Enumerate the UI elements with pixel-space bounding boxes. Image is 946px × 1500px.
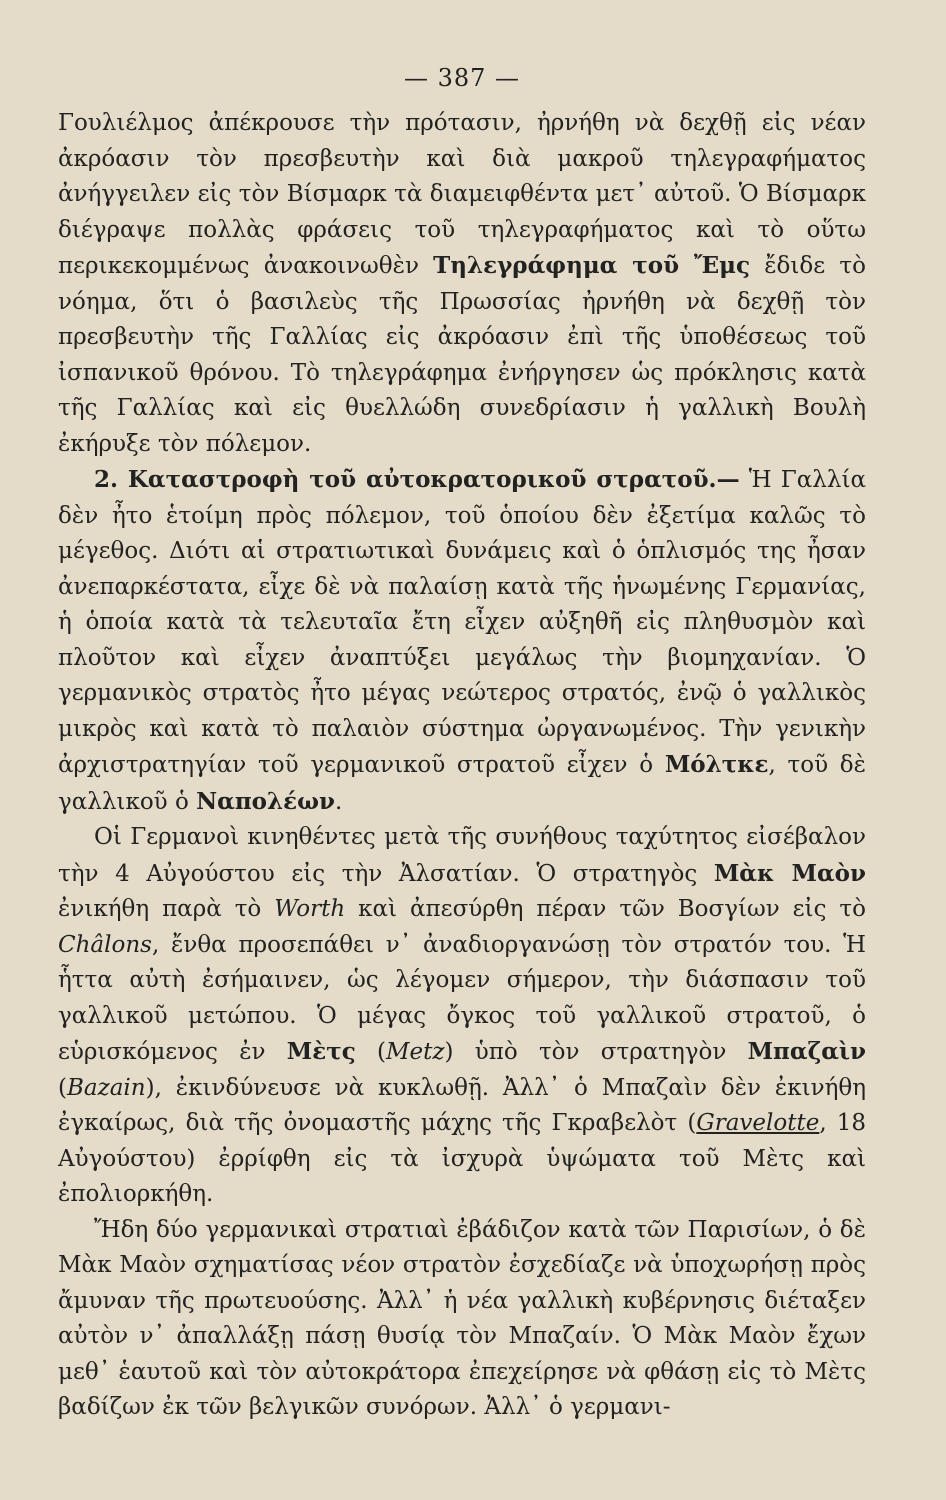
paragraph-3-text-a: Οἱ Γερμανοὶ κινηθέντες μετὰ τῆς συνήθους ταχύτητος εἰσέβαλον τὴν 4 Αὐγούστου εἰς τὴν Ἀλσατίαν. Ὁ στρατηγὸς — [58, 824, 866, 887]
metz-name-latin: Metz — [385, 1039, 445, 1065]
paragraph-3 — [58, 820, 866, 1213]
paragraph-1 — [58, 106, 866, 462]
worth-place: Worth — [274, 896, 346, 922]
paragraph-2-text-a: Ἡ Γαλλία δὲν ἦτο ἑτοίμη πρὸς πόλεμον, τοῦ ὁποίου δὲν ἐξετίμα καλῶς τὸ μέγεθος. Διότι αἱ στρατιωτικαὶ δυνάμεις καὶ ὁ ὁπλισμός της ἦσαν ἀνεπαρκέστατα, εἶχε δὲ νὰ παλαίσῃ κατὰ τῆς ἡνωμένης Γερμανίας, ἡ ὁποία κατὰ τὰ τελευταῖα ἔτη εἶχεν αὐξηθῆ εἰς πληθυσμὸν καὶ πλοῦτον καὶ εἶχεν ἀναπτύξει μεγάλως τὴν βιομηχανίαν. Ὁ γερμανικὸς στρατὸς ἦτο μέγας νεώτερος στρατός, ἐνῷ ὁ γαλλικὸς μικρὸς καὶ κατὰ τὸ παλαιὸν σύστημα ὠργανωμένος. Τὴν γενικὴν ἀρχιστρατηγίαν τοῦ γερμανικοῦ στρατοῦ εἶχεν ὁ — [58, 467, 867, 778]
moltke-name: Μόλτκε — [664, 751, 769, 778]
paragraph-1-text-b: ἔδιδε τὸ νόημα, ὅτι ὁ βασιλεὺς τῆς Πρωσσίας ἠρνήθη νὰ δεχθῇ τὸν πρεσβευτὴν τῆς Γαλλίας εἰς ἀκρόασιν ἐπὶ τῆς ὑποθέσεως τοῦ ἰσπανικοῦ θρόνου. Τὸ τηλεγράφημα ἐνήργησεν ὡς πρόκλησις κατὰ τῆς Γαλλίας καὶ εἰς θυελλώδη συνεδρίασιν ἡ γαλλικὴ Βουλὴ ἐκήρυξε τὸν πόλεμον. — [58, 253, 866, 457]
paragraph-3-text-c: καὶ ἀπεσύρθη πέραν τῶν Βοσγίων εἰς τὸ — [345, 896, 866, 922]
paragraph-4 — [58, 1213, 866, 1426]
paragraph-2-text-c: . — [335, 788, 343, 815]
paragraph-3-text-e: ( — [355, 1039, 386, 1065]
paragraph-3-text-h: ), ἐκινδύνευσε νὰ κυκλωθῇ. Ἀλλ᾿ ὁ Μπαζαὶν δὲν ἐκινήθη ἐγκαίρως, διὰ τῆς ὀνομαστῆς μάχης τῆς Γκραβελὸτ ( — [58, 1074, 866, 1136]
page-number: — 387 — — [403, 64, 521, 92]
section-heading: 2. Καταστροφὴ τοῦ αὐτοκρατορικοῦ στρατοῦ.— — [94, 466, 740, 493]
gravelotte-name: Gravelotte — [696, 1110, 820, 1136]
body-text — [58, 106, 866, 1426]
paragraph-2 — [58, 462, 866, 820]
mac-mahon-name: Μὰκ Μαὸν — [713, 859, 866, 887]
bazaine-name-greek: Μπαζαὶν — [747, 1038, 866, 1065]
paragraph-3-text-i: , 18 Αὐγούστου) ἐρρίφθη εἰς τὰ ἰσχυρὰ ὑψώματα τοῦ Μὲτς καὶ ἐπολιορκήθη. — [58, 1110, 866, 1207]
paragraph-4-text: Ἤδη δύο γερμανικαὶ στρατιαὶ ἐβάδιζον κατὰ τῶν Παρισίων, ὁ δὲ Μὰκ Μαὸν σχηματίσας νέον στρατὸν ἐσχεδίαζε νὰ ὑποχωρήσῃ πρὸς ἄμυναν τῆς πρωτευούσης. Ἀλλ᾿ ἡ νέα γαλλικὴ κυβέρνησις διέταξεν αὐτὸν ν᾿ ἀπαλλάξῃ πάσῃ θυσίᾳ τὸν Μπαζαίν. Ὁ Μὰκ Μαὸν ἔχων μεθ᾿ ἑαυτοῦ καὶ τὸν αὐτοκράτορα ἐπεχείρησε νὰ φθάσῃ εἰς τὸ Μὲτς βαδίζων ἐκ τῶν βελγικῶν συνόρων. Ἀλλ᾿ ὁ γερμανι- — [58, 1216, 866, 1420]
ems-telegram-term: Τηλεγράφημα τοῦ Ἔμς — [433, 252, 750, 279]
napoleon-name: Ναπολέων — [196, 787, 335, 815]
chalons-place: Châlons — [58, 931, 152, 958]
paragraph-3-text-d: , ἔνθα προσεπάθει ν᾿ ἀναδιοργανώσῃ τὸν στρατόν του. Ἡ ἧττα αὐτὴ ἐσήμαινεν, ὡς λέγομεν σήμερον, τὴν διάσπασιν τοῦ γαλλικοῦ μετώπου. Ὁ μέγας ὄγκος τοῦ γαλλικοῦ στρατοῦ, ὁ εὑρισκόμενος ἐν — [58, 931, 866, 1065]
paragraph-2-text-b: , τοῦ δὲ γαλλικοῦ ὁ — [58, 752, 866, 815]
paragraph-1-text-a: Γουλιέλμος ἀπέκρουσε τὴν πρότασιν, ἠρνήθη νὰ δεχθῇ εἰς νέαν ἀκρόασιν τὸν πρεσβευτὴν καὶ διὰ μακροῦ τηλεγραφήματος ἀνήγγειλεν εἰς τὸν Βίσμαρκ τὰ διαμειφθέντα μετ᾿ αὐτοῦ. Ὁ Βίσμαρκ διέγραψε πολλὰς φράσεις τοῦ τηλεγραφήματος καὶ τὸ οὕτω περικεκομμένως ἀνακοινωθὲν — [58, 110, 866, 279]
paragraph-3-text-f: ) ὑπὸ τὸν στρατηγὸν — [444, 1039, 748, 1065]
metz-name-greek: Μὲτς — [286, 1038, 356, 1065]
bazaine-name-latin: Bazain — [66, 1074, 146, 1101]
paragraph-3-text-g: ( — [58, 1074, 67, 1101]
paragraph-3-text-b: ἐνικήθη παρὰ τὸ — [58, 896, 275, 922]
